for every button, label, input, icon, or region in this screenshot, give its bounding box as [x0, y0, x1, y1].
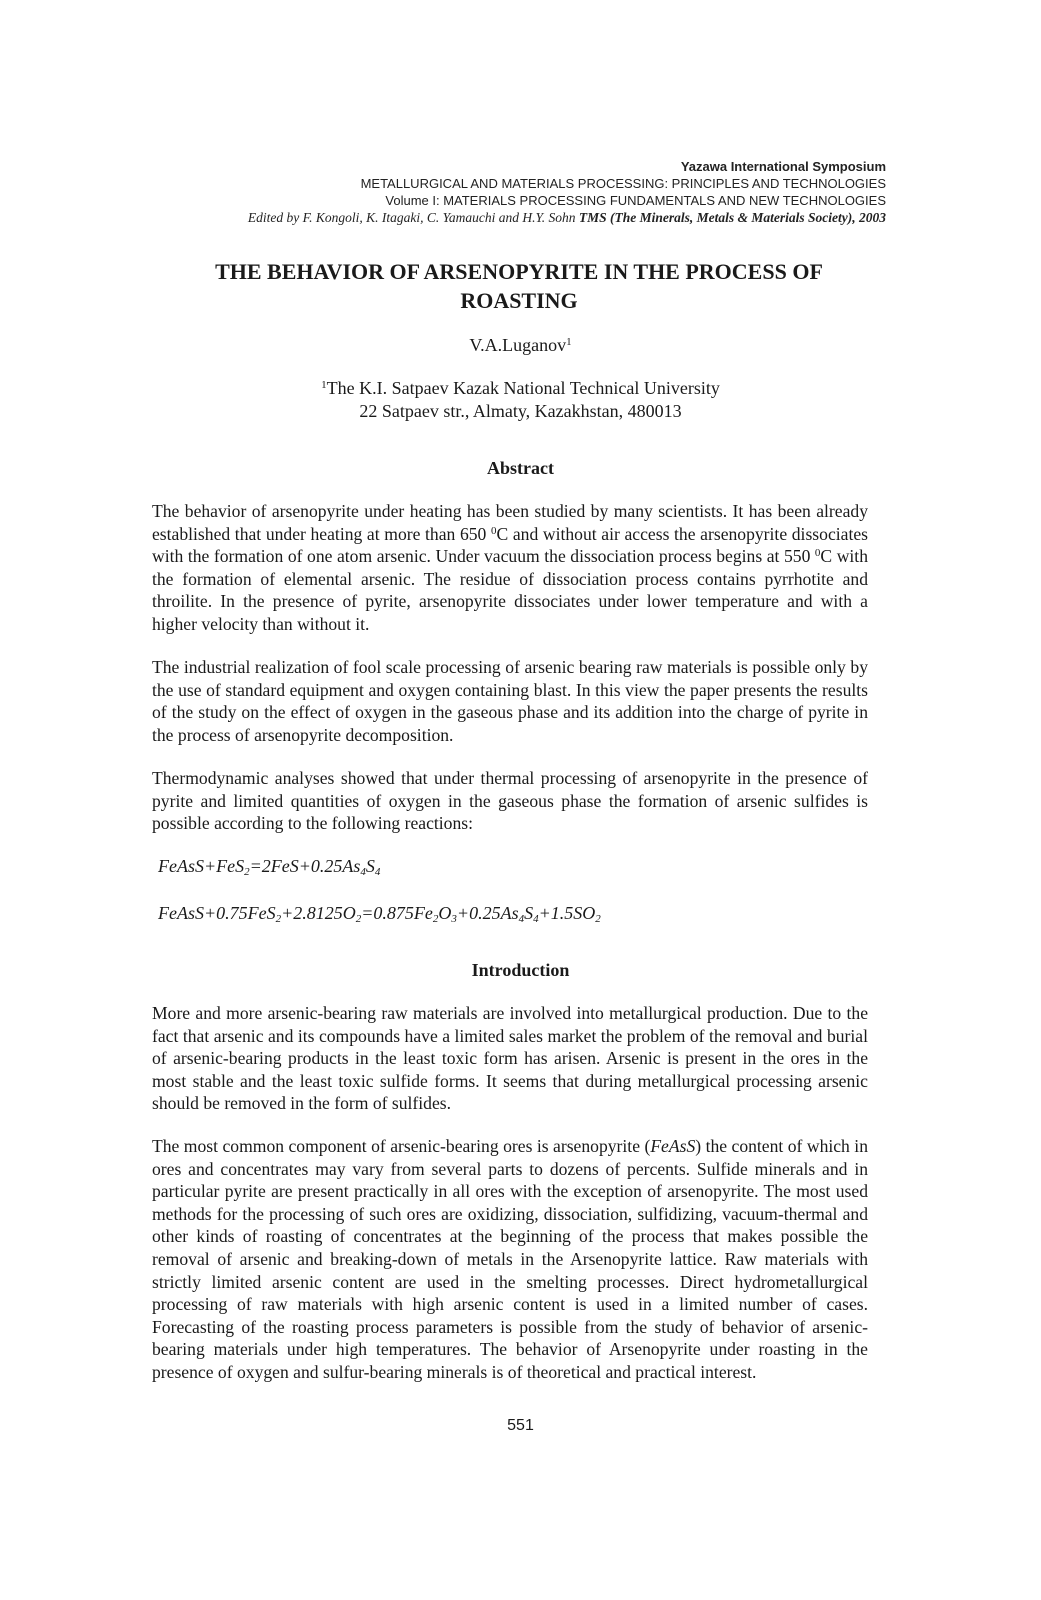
affiliation-institution: [0, 377, 1041, 400]
header-volume: Volume I: MATERIALS PROCESSING FUNDAMENTALS AND NEW TECHNOLOGIES: [385, 193, 886, 208]
eq2-sub: 2: [355, 913, 362, 925]
eq2-sub: 2: [432, 913, 439, 925]
intro-p2-b: ) the content of which in ores and concentrates may vary from several parts to dozens of percents. Sulfide minerals and in particular pyrite are present practically in all ores with the exception of arsenopyrite. The most used methods for the processing of such ores are oxidizing, dissociation, sulfidizing, vacuum-thermal and other kinds of roasting of concentrates at the beginning of the process that makes possible the removal of arsenic and breaking-down of metals in the Arsenopyrite lattice. Raw materials with strictly limited arsenic content are used in the smelting processes. Direct hydrometallurgical processing of raw materials with high arsenic content is used in a limited number of cases. Forecasting of the roasting process parameters is possible from the study of behavior of arsenic-bearing materials under high temperatures. The behavior of Arsenopyrite under roasting in the presence of oxygen and sulfur-bearing minerals is of theoretical and practical interest.: [152, 1136, 868, 1382]
title-line-1: THE BEHAVIOR OF ARSENOPYRITE IN THE PROCESS OF: [215, 259, 823, 284]
intro-p2-formula: FeAsS: [650, 1136, 696, 1156]
introduction-paragraph-1: More and more arsenic-bearing raw materials are involved into metallurgical production. Due to the fact that arsenic and its compounds have a limited sales market the problem of the removal and burial of arsenic-bearing products in the least toxic form has arisen. Arsenic is present in the ores in the most stable and the least toxic sulfide forms. It seems that during metallurgical processing arsenic should be removed in the form of sulfides.: [152, 1003, 868, 1114]
eq1-part: FeAsS+FeS: [158, 856, 245, 876]
introduction-paragraph-2: [152, 1135, 868, 1384]
abstract-paragraph-1: [152, 500, 868, 636]
intro-p2-a: The most common component of arsenic-bearing ores is arsenopyrite (: [152, 1136, 651, 1156]
eq1-part: =2FeS+0.25As: [249, 856, 361, 876]
affiliation-mark: 1: [321, 379, 327, 391]
abstract-p1-a: The behavior of arsenopyrite under heating has been studied by many scientists. It has been already established that under heating at more than 650: [152, 501, 868, 544]
author-affiliation-mark: 1: [566, 336, 572, 348]
eq2-sub: 4: [533, 913, 539, 925]
running-header: [248, 158, 886, 226]
abstract-paragraph-3: Thermodynamic analyses showed that under thermal processing of arsenopyrite in the presence of pyrite and limited quantities of oxygen in the gaseous phase the formation of arsenic sulfides is possible according to the following reactions:: [152, 768, 868, 834]
header-publisher: TMS (The Minerals, Metals & Materials Society), 2003: [578, 210, 886, 225]
equation-2: [158, 903, 601, 924]
eq2-sub: 2: [275, 913, 282, 925]
paper-title: [160, 257, 878, 315]
eq2-sub: 2: [595, 913, 601, 925]
abstract-heading: Abstract: [487, 458, 554, 478]
eq2-part: +2.8125O: [281, 903, 356, 923]
degree-mark-2: 0: [814, 547, 821, 560]
eq1-sub: 4: [360, 866, 366, 878]
eq2-sub: 3: [451, 913, 457, 925]
eq1-sub: 2: [244, 866, 250, 878]
eq2-part: =0.875Fe: [361, 903, 433, 923]
affiliation-address: 22 Satpaev str., Almaty, Kazakhstan, 480013: [359, 401, 682, 421]
eq2-part: S: [524, 903, 534, 923]
eq2-sub: 4: [518, 913, 525, 925]
abstract-p1-b: C and without air access the arsenopyrite dissociates with the formation of one atom arsenic. Under vacuum the dissociation process begins at 550: [152, 523, 868, 567]
eq2-part: O: [438, 903, 452, 923]
page-number: 551: [507, 1417, 534, 1434]
introduction-heading: Introduction: [471, 960, 570, 980]
affiliation-institution-text: The K.I. Satpaev Kazak National Technical University: [326, 378, 720, 398]
abstract-paragraph-2: The industrial realization of fool scale processing of arsenic bearing raw materials is possible only by the use of standard equipment and oxygen containing blast. In this view the paper presents the results of the study on the effect of oxygen in the gaseous phase and its addition into the charge of pyrite in the process of arsenopyrite decomposition.: [152, 657, 868, 745]
header-editors: [248, 209, 886, 226]
header-series: METALLURGICAL AND MATERIALS PROCESSING: PRINCIPLES AND TECHNOLOGIES: [360, 176, 886, 191]
eq2-part: FeAsS+0.75FeS: [158, 903, 276, 923]
degree-mark-1: 0: [491, 524, 497, 537]
eq1-sub: 4: [374, 866, 381, 878]
title-line-2: ROASTING: [460, 288, 578, 313]
header-symposium: Yazawa International Symposium: [680, 159, 886, 174]
eq2-part: +1.5SO: [538, 903, 596, 923]
eq2-part: +0.25As: [456, 903, 519, 923]
eq1-part: S: [365, 856, 375, 876]
author-name: V.A.Luganov: [469, 335, 567, 355]
affiliation: [0, 377, 1041, 423]
equation-1: [158, 856, 380, 877]
header-editors-names: Edited by F. Kongoli, K. Itagaki, C. Yamauchi and H.Y. Sohn: [247, 210, 576, 225]
author: [0, 335, 1041, 356]
abstract-p1-c: C with the formation of elemental arsenic. The residue of dissociation process contains pyrrhotite and throilite. In the presence of pyrite, arsenopyrite dissociates under lower temperature and with a higher velocity than without it.: [152, 546, 868, 634]
